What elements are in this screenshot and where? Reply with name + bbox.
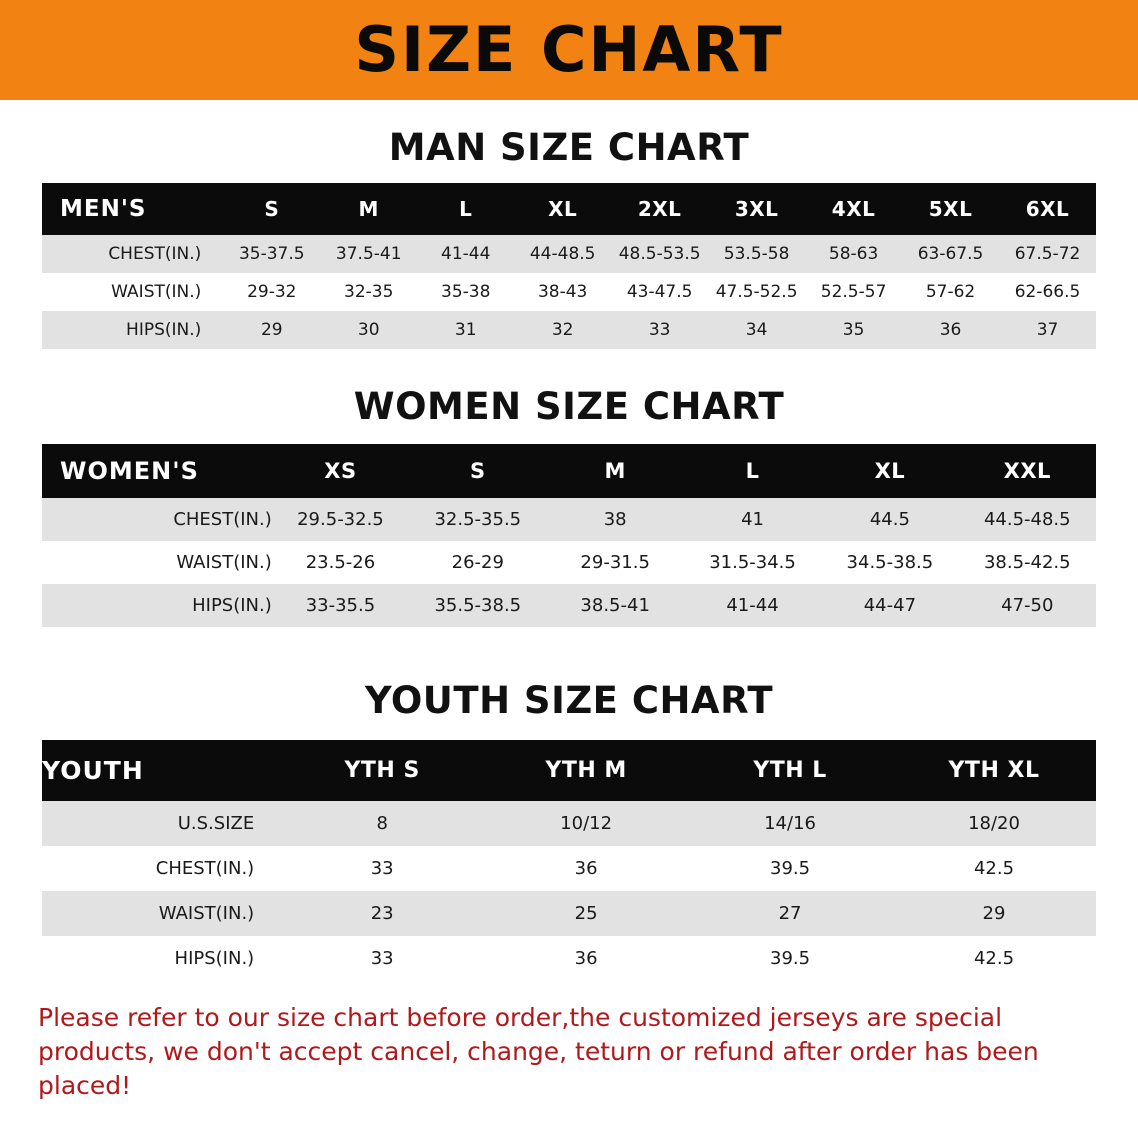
youth-size-table xyxy=(42,740,1096,981)
cell: 44-48.5 xyxy=(514,235,611,273)
table-row xyxy=(42,801,1096,846)
women-table-body xyxy=(42,498,1096,627)
table-row xyxy=(42,541,1096,584)
row-label: WAIST(IN.) xyxy=(42,273,223,311)
page-title: SIZE CHART xyxy=(354,13,784,86)
men-table-body xyxy=(42,235,1096,349)
women-header-xs: XS xyxy=(272,444,409,498)
men-header-m: M xyxy=(320,183,417,235)
cell: 62-66.5 xyxy=(999,273,1096,311)
banner xyxy=(0,0,1138,100)
cell: 48.5-53.5 xyxy=(611,235,708,273)
table-header-row xyxy=(42,740,1096,801)
table-row xyxy=(42,498,1096,541)
women-header-xxl: XXL xyxy=(959,444,1096,498)
women-table-header xyxy=(42,444,1096,498)
men-header-label: MEN'S xyxy=(42,183,223,235)
cell: 35 xyxy=(805,311,902,349)
youth-header-l: YTH L xyxy=(688,740,892,801)
women-size-table xyxy=(42,444,1096,627)
table-header-row xyxy=(42,183,1096,235)
cell: 26-29 xyxy=(409,541,546,584)
table-row xyxy=(42,936,1096,981)
cell: 32-35 xyxy=(320,273,417,311)
row-label: HIPS(IN.) xyxy=(42,584,272,627)
cell: 52.5-57 xyxy=(805,273,902,311)
table-row xyxy=(42,846,1096,891)
men-header-2xl: 2XL xyxy=(611,183,708,235)
cell: 37.5-41 xyxy=(320,235,417,273)
women-header-l: L xyxy=(684,444,821,498)
men-table-header xyxy=(42,183,1096,235)
cell: 38-43 xyxy=(514,273,611,311)
cell: 32 xyxy=(514,311,611,349)
cell: 23.5-26 xyxy=(272,541,409,584)
cell: 43-47.5 xyxy=(611,273,708,311)
cell: 47-50 xyxy=(959,584,1096,627)
cell: 58-63 xyxy=(805,235,902,273)
row-label: CHEST(IN.) xyxy=(42,846,280,891)
cell: 8 xyxy=(280,801,484,846)
men-header-l: L xyxy=(417,183,514,235)
women-table-wrapper xyxy=(42,444,1096,627)
cell: 38 xyxy=(546,498,683,541)
cell: 42.5 xyxy=(892,936,1096,981)
men-header-5xl: 5XL xyxy=(902,183,999,235)
cell: 36 xyxy=(902,311,999,349)
youth-table-header xyxy=(42,740,1096,801)
cell: 39.5 xyxy=(688,846,892,891)
row-label: HIPS(IN.) xyxy=(42,311,223,349)
men-header-xl: XL xyxy=(514,183,611,235)
cell: 30 xyxy=(320,311,417,349)
men-header-6xl: 6XL xyxy=(999,183,1096,235)
cell: 44.5 xyxy=(821,498,958,541)
cell: 35-38 xyxy=(417,273,514,311)
row-label: WAIST(IN.) xyxy=(42,891,280,936)
men-header-s: S xyxy=(223,183,320,235)
cell: 57-62 xyxy=(902,273,999,311)
cell: 33 xyxy=(611,311,708,349)
table-row xyxy=(42,891,1096,936)
women-header-m: M xyxy=(546,444,683,498)
cell: 31 xyxy=(417,311,514,349)
table-row xyxy=(42,311,1096,349)
cell: 33-35.5 xyxy=(272,584,409,627)
youth-header-label: YOUTH xyxy=(42,740,280,801)
cell: 32.5-35.5 xyxy=(409,498,546,541)
row-label: CHEST(IN.) xyxy=(42,235,223,273)
cell: 37 xyxy=(999,311,1096,349)
row-label: CHEST(IN.) xyxy=(42,498,272,541)
cell: 35.5-38.5 xyxy=(409,584,546,627)
cell: 41-44 xyxy=(684,584,821,627)
cell: 42.5 xyxy=(892,846,1096,891)
men-header-4xl: 4XL xyxy=(805,183,902,235)
cell: 10/12 xyxy=(484,801,688,846)
cell: 34 xyxy=(708,311,805,349)
cell: 35-37.5 xyxy=(223,235,320,273)
return-policy-notice: Please refer to our size chart before order,the customized jerseys are special products, we don't accept cancel, change, teturn or refund after order has been placed! xyxy=(38,1003,1039,1100)
cell: 33 xyxy=(280,846,484,891)
women-section-title: WOMEN SIZE CHART xyxy=(353,385,785,428)
cell: 29 xyxy=(892,891,1096,936)
men-section-title: MAN SIZE CHART xyxy=(388,126,750,169)
cell: 29-31.5 xyxy=(546,541,683,584)
youth-table-body xyxy=(42,801,1096,981)
women-header-s: S xyxy=(409,444,546,498)
table-row xyxy=(42,584,1096,627)
youth-header-xl: YTH XL xyxy=(892,740,1096,801)
women-header-xl: XL xyxy=(821,444,958,498)
cell: 67.5-72 xyxy=(999,235,1096,273)
cell: 38.5-41 xyxy=(546,584,683,627)
table-header-row xyxy=(42,444,1096,498)
men-header-3xl: 3XL xyxy=(708,183,805,235)
cell: 36 xyxy=(484,936,688,981)
cell: 41 xyxy=(684,498,821,541)
cell: 41-44 xyxy=(417,235,514,273)
cell: 53.5-58 xyxy=(708,235,805,273)
men-table-wrapper xyxy=(42,183,1096,349)
row-label: U.S.SIZE xyxy=(42,801,280,846)
cell: 29 xyxy=(223,311,320,349)
cell: 14/16 xyxy=(688,801,892,846)
cell: 18/20 xyxy=(892,801,1096,846)
youth-header-s: YTH S xyxy=(280,740,484,801)
cell: 36 xyxy=(484,846,688,891)
men-size-table xyxy=(42,183,1096,349)
cell: 29.5-32.5 xyxy=(272,498,409,541)
cell: 34.5-38.5 xyxy=(821,541,958,584)
women-header-label: WOMEN'S xyxy=(42,444,272,498)
cell: 47.5-52.5 xyxy=(708,273,805,311)
cell: 44.5-48.5 xyxy=(959,498,1096,541)
cell: 23 xyxy=(280,891,484,936)
cell: 33 xyxy=(280,936,484,981)
cell: 27 xyxy=(688,891,892,936)
row-label: WAIST(IN.) xyxy=(42,541,272,584)
cell: 25 xyxy=(484,891,688,936)
table-row xyxy=(42,235,1096,273)
youth-table-wrapper xyxy=(42,740,1096,981)
cell: 31.5-34.5 xyxy=(684,541,821,584)
table-row xyxy=(42,273,1096,311)
cell: 39.5 xyxy=(688,936,892,981)
cell: 63-67.5 xyxy=(902,235,999,273)
cell: 44-47 xyxy=(821,584,958,627)
cell: 38.5-42.5 xyxy=(959,541,1096,584)
youth-section-title: YOUTH SIZE CHART xyxy=(364,679,774,722)
row-label: HIPS(IN.) xyxy=(42,936,280,981)
youth-header-m: YTH M xyxy=(484,740,688,801)
cell: 29-32 xyxy=(223,273,320,311)
